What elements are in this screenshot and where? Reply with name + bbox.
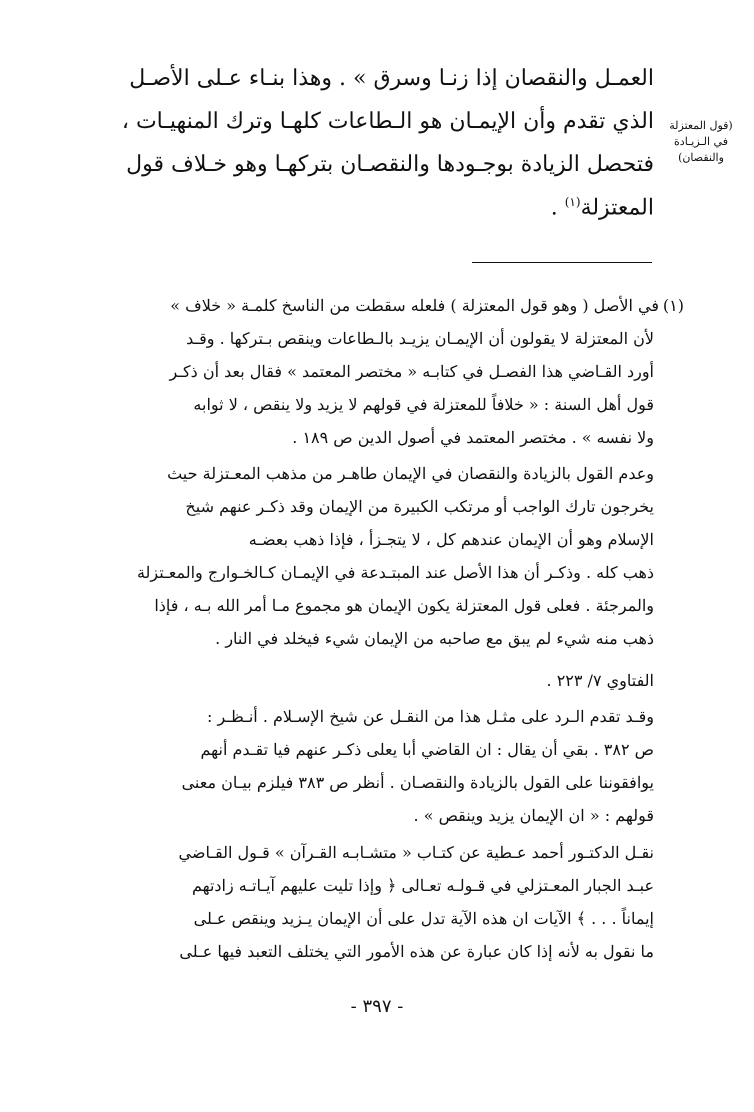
footnote-reference: (١) — [564, 195, 581, 209]
footnote-line: قولهم : « ان الإيمان يزيد وينقص » . — [413, 806, 654, 825]
footnote-line: والمرجئة . فعلى قول المعتزلة يكون الإيمان هو مجموع مـا أمر الله بـه ، فإذا — [154, 596, 654, 615]
footnote-divider — [472, 262, 652, 263]
margin-note-line-2: في الـزيـادة — [674, 135, 728, 148]
footnote-line: الفتاوي ٧/ ٢٢٣ . — [546, 671, 654, 690]
footnote-line: يوافقوننا على القول بالزيادة والنقصـان . أنظر ص ٣٨٣ فيلزم بيـان معنى — [181, 773, 654, 792]
footnote-line: يخرجون تارك الواجب أو مرتكب الكبيرة من الإيمان وقد ذكـر عنهم شيخ — [185, 497, 654, 516]
main-text-line-1: العمـل والنقصان إذا زنـا وسرق » . وهذا بنـاء عـلى الأصـل — [129, 66, 654, 91]
main-text-line-4 — [94, 195, 654, 220]
main-text-line-3: فتحصل الزيادة بوجـودها والنقصـان بتركهـا وهو خـلاف قول — [126, 152, 654, 177]
footnote-line: لأن المعتزلة لا يقولون أن الإيمـان يزيـد بالـطاعات وينقص بـتركها . وقـد — [186, 329, 654, 348]
footnote-line: ذهب منه شيء لم يبق مع صاحبه من الإيمان شيء فيخلد في النار . — [215, 629, 654, 648]
footnote-line: قول أهل السنة : « خلافاً للمعتزلة في قولهم لا يزيد ولا ينقص ، لا ثوابه — [193, 395, 654, 414]
footnote-line: وعدم القول بالزيادة والنقصان في الإيمان طاهـر من مذهب المعـتزلة حيث — [167, 464, 654, 483]
main-text-end: . — [550, 195, 565, 221]
main-text-line-2: الذي تقدم وأن الإيمـان هو الـطاعات كلهـا وترك المنهيـات ، — [121, 109, 654, 134]
margin-note-line-3: والنقصان) — [678, 151, 724, 164]
margin-note-line-1: (قول المعتزلة — [669, 119, 733, 132]
footnote-line: ما نقول به لأنه إذا كان عبارة عن هذه الأمور التي يختلف التعبد فيها عـلى — [179, 942, 654, 961]
footnote-line: عبـد الجبار المعـتزلي في قـولـه تعـالى ﴿ وإذا تليت عليهم آيـاتـه زادتهم — [191, 876, 654, 895]
page-number: - ٣٩٧ - — [350, 996, 404, 1017]
margin-note — [666, 118, 736, 166]
footnote-line: ص ٣٨٢ . بقي أن يقال : ان القاضي أبا يعلى ذكـر عنهم فيا تقـدم أنهم — [200, 740, 654, 759]
footnote-line: نقـل الدكتـور أحمد عـطية عن كتـاب « متشـابـه القـرآن » قـول القـاضي — [178, 843, 654, 862]
main-text-word: المعتزلة — [580, 195, 654, 221]
footnote-marker: (١) — [662, 296, 684, 315]
footnote-line: ذهب كله . وذكـر أن هذا الأصل عند المبتـدعة في الإيمـان كـالخـوارج والمعـتزلة — [136, 563, 654, 582]
footnote-line: في الأصل ( وهو قول المعتزلة ) فلعله سقطت من الناسخ كلمـة « خلاف » — [170, 296, 659, 315]
footnote-line: أورد القـاضي هذا الفصـل في كتابـه « مختصر المعتمد » فقال بعد أن ذكـر — [169, 362, 654, 381]
footnote-line: وقـد تقدم الـرد على مثـل هذا من النقـل عن شيخ الإسـلام . أنـظـر : — [207, 707, 654, 726]
footnote-line: ولا نفسه » . مختصر المعتمد في أصول الدين ص ١٨٩ . — [292, 428, 654, 447]
footnote-line: الإسلام وهو أن الإيمان عندهم كل ، لا يتجـزأ ، فإذا ذهب بعضـه — [248, 530, 654, 549]
footnote-line: إيماناً . . . ﴾ الآيات ان هذه الآية تدل على أن الإيمان يـزيد وينقص عـلى — [193, 909, 654, 928]
